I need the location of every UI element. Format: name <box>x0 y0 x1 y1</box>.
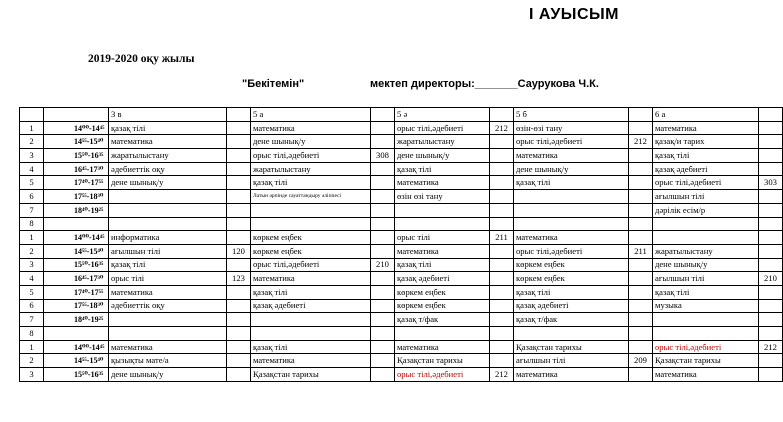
room-cell <box>629 217 653 231</box>
subject-cell: орыс тілі <box>395 231 490 245</box>
room-cell <box>371 368 395 382</box>
lesson-time: 15⁵⁰-16³⁵ <box>44 258 109 272</box>
room-cell <box>371 272 395 286</box>
lesson-time: 14⁰⁰-14⁴⁵ <box>44 121 109 135</box>
lesson-time <box>44 327 109 341</box>
subject-cell: математика <box>251 121 371 135</box>
subject-cell <box>653 327 759 341</box>
lesson-number: 5 <box>20 176 44 190</box>
subject-cell: ағылшын тілі <box>514 354 629 368</box>
room-cell <box>490 162 514 176</box>
room-cell <box>227 162 251 176</box>
room-cell <box>227 285 251 299</box>
room-cell <box>490 217 514 231</box>
room-cell <box>759 190 783 204</box>
subject-cell: информатика <box>109 231 227 245</box>
grade-header: 5 ә <box>395 108 490 122</box>
subject-cell: орыс тілі,әдебиеті <box>251 149 371 163</box>
subject-cell <box>251 217 371 231</box>
room-cell: 308 <box>371 149 395 163</box>
room-cell <box>629 149 653 163</box>
subject-cell: дене шынық/у <box>109 176 227 190</box>
lesson-time: 14⁵⁵-15⁴⁰ <box>44 354 109 368</box>
subject-cell: орыс тілі,әдебиеті <box>251 258 371 272</box>
room-cell: 123 <box>227 272 251 286</box>
room-cell <box>629 285 653 299</box>
subject-cell: математика <box>514 231 629 245</box>
subject-cell <box>395 203 490 217</box>
lesson-number: 5 <box>20 285 44 299</box>
subject-cell: музыка <box>653 299 759 313</box>
subject-cell: Қазақстан тарихы <box>514 340 629 354</box>
subject-cell: қазақ тілі <box>251 285 371 299</box>
subject-cell: әдебиеттік оқу <box>109 162 227 176</box>
subject-cell: математика <box>395 176 490 190</box>
lesson-row <box>20 327 783 341</box>
schedule-table <box>19 107 783 382</box>
room-cell: 212 <box>629 135 653 149</box>
room-cell <box>759 231 783 245</box>
room-cell <box>490 203 514 217</box>
room-cell <box>629 272 653 286</box>
subject-cell: қазақ әдебиеті <box>395 272 490 286</box>
room-cell: 120 <box>227 244 251 258</box>
subject-cell: көркем еңбек <box>251 231 371 245</box>
subject-cell: дене шынық/у <box>514 162 629 176</box>
lesson-number: 3 <box>20 258 44 272</box>
lesson-number: 1 <box>20 231 44 245</box>
lesson-number: 7 <box>20 203 44 217</box>
room-cell <box>759 299 783 313</box>
subject-cell: қазақ тілі <box>251 340 371 354</box>
room-cell <box>629 162 653 176</box>
subject-cell: өзін-өзі тану <box>514 121 629 135</box>
room-cell <box>490 190 514 204</box>
room-cell <box>629 231 653 245</box>
subject-cell <box>395 327 490 341</box>
subject-cell <box>514 203 629 217</box>
room-cell <box>759 368 783 382</box>
room-cell <box>759 217 783 231</box>
room-cell <box>227 203 251 217</box>
lesson-row <box>20 313 783 327</box>
subject-cell: Қазақстан тарихы <box>251 368 371 382</box>
lesson-time: 16⁴⁵-17³⁰ <box>44 162 109 176</box>
subject-cell: қазақ т/фак <box>395 313 490 327</box>
subject-cell: көркем еңбек <box>251 244 371 258</box>
lesson-time: 17⁵⁵-18³⁰ <box>44 190 109 204</box>
subject-cell: өзін өзі тану <box>395 190 490 204</box>
room-cell <box>759 121 783 135</box>
subject-cell: математика <box>395 340 490 354</box>
lesson-number: 1 <box>20 340 44 354</box>
room-cell <box>371 340 395 354</box>
room-cell <box>629 327 653 341</box>
subject-cell: қазақ тілі <box>395 162 490 176</box>
lesson-number: 8 <box>20 327 44 341</box>
lesson-row <box>20 176 783 190</box>
subject-cell: көркем еңбек <box>514 258 629 272</box>
subject-cell: Қазақстан тарихы <box>395 354 490 368</box>
subject-cell: математика <box>109 285 227 299</box>
subject-cell: дене шынық/у <box>395 149 490 163</box>
room-cell <box>227 176 251 190</box>
lesson-time <box>44 217 109 231</box>
lesson-row <box>20 354 783 368</box>
lesson-time: 14⁰⁰-14⁴⁵ <box>44 340 109 354</box>
grade-header: 5 б <box>514 108 629 122</box>
lesson-number: 4 <box>20 162 44 176</box>
lesson-row <box>20 299 783 313</box>
subject-cell: математика <box>653 121 759 135</box>
room-cell <box>227 149 251 163</box>
subject-cell: ағылшын тілі <box>653 272 759 286</box>
lesson-row <box>20 162 783 176</box>
subject-cell: математика <box>109 135 227 149</box>
lesson-time: 14⁵⁵-15⁴⁰ <box>44 135 109 149</box>
lesson-number: 6 <box>20 299 44 313</box>
room-cell <box>490 327 514 341</box>
subject-cell <box>109 203 227 217</box>
grade-header: 6 а <box>653 108 759 122</box>
room-cell <box>371 313 395 327</box>
subject-cell: орыс тілі,әдебиеті <box>395 121 490 135</box>
lesson-row <box>20 285 783 299</box>
subject-cell <box>109 327 227 341</box>
subject-cell <box>251 203 371 217</box>
subject-cell <box>514 190 629 204</box>
subject-cell: математика <box>251 272 371 286</box>
subject-cell: әдебиеттік оқу <box>109 299 227 313</box>
subject-cell: көркем еңбек <box>395 299 490 313</box>
lesson-row <box>20 217 783 231</box>
room-cell <box>371 162 395 176</box>
subject-cell <box>251 327 371 341</box>
subject-cell: орыс тілі,әдебиеті <box>653 340 759 354</box>
subject-cell: математика <box>251 354 371 368</box>
subject-cell: қазақ/и тарих <box>653 135 759 149</box>
room-cell <box>490 354 514 368</box>
lesson-time: 17⁴⁰-17⁵⁵ <box>44 285 109 299</box>
room-cell <box>371 231 395 245</box>
subject-cell: математика <box>514 149 629 163</box>
subject-cell: қазақ тілі <box>514 176 629 190</box>
room-cell <box>759 285 783 299</box>
subject-cell: ағылшын тілі <box>653 190 759 204</box>
room-cell <box>371 327 395 341</box>
room-cell <box>629 258 653 272</box>
room-cell: 211 <box>629 244 653 258</box>
lesson-row <box>20 231 783 245</box>
approval-label: "Бекітемін" <box>242 78 305 90</box>
subject-cell: дене шынық/у <box>251 135 371 149</box>
room-cell <box>371 190 395 204</box>
lesson-number: 2 <box>20 244 44 258</box>
room-cell <box>227 313 251 327</box>
subject-cell: жаратылыстану <box>653 244 759 258</box>
lesson-number: 2 <box>20 135 44 149</box>
subject-cell: Қазақстан тарихы <box>653 354 759 368</box>
subject-cell: математика <box>653 368 759 382</box>
room-cell <box>227 217 251 231</box>
subject-cell: қазақ тілі <box>251 176 371 190</box>
room-cell <box>371 203 395 217</box>
subject-cell: қазақ тілі <box>653 149 759 163</box>
room-cell <box>371 354 395 368</box>
room-cell: 212 <box>490 121 514 135</box>
lesson-number: 2 <box>20 354 44 368</box>
shift-title: I АУЫСЫМ <box>529 6 619 23</box>
lesson-time: 17⁵⁵-18³⁰ <box>44 299 109 313</box>
room-cell <box>490 258 514 272</box>
room-cell <box>227 135 251 149</box>
room-cell <box>371 121 395 135</box>
subject-cell <box>109 190 227 204</box>
subject-cell: жаратылыстану <box>395 135 490 149</box>
room-cell <box>227 327 251 341</box>
room-cell <box>759 203 783 217</box>
room-cell <box>227 299 251 313</box>
subject-cell: қазақ тілі <box>109 258 227 272</box>
subject-cell: қазақ тілі <box>514 285 629 299</box>
room-cell <box>759 327 783 341</box>
lesson-row <box>20 203 783 217</box>
room-cell <box>490 272 514 286</box>
room-cell <box>629 190 653 204</box>
grade-header-row <box>20 108 783 122</box>
room-cell <box>227 340 251 354</box>
subject-cell: қазақ әдебиеті <box>514 299 629 313</box>
room-cell <box>227 121 251 135</box>
subject-cell <box>251 313 371 327</box>
lesson-row <box>20 121 783 135</box>
grade-header: 5 а <box>251 108 371 122</box>
lesson-row <box>20 149 783 163</box>
subject-cell: қазақ әдебиеті <box>653 162 759 176</box>
room-cell <box>759 162 783 176</box>
lesson-time: 14⁰⁰-14⁴⁵ <box>44 231 109 245</box>
room-cell <box>227 231 251 245</box>
room-cell <box>490 244 514 258</box>
lesson-number: 8 <box>20 217 44 231</box>
room-cell <box>371 299 395 313</box>
subject-cell: математика <box>514 368 629 382</box>
lesson-time: 15⁵⁰-16³⁵ <box>44 149 109 163</box>
room-cell <box>629 313 653 327</box>
room-cell <box>371 176 395 190</box>
room-cell <box>227 190 251 204</box>
subject-cell: дәрілік есім/р <box>653 203 759 217</box>
room-cell <box>759 135 783 149</box>
room-cell <box>759 313 783 327</box>
subject-cell: жаратылыстану <box>109 149 227 163</box>
subject-cell <box>109 313 227 327</box>
grade-header: 3 в <box>109 108 227 122</box>
subject-cell <box>109 217 227 231</box>
subject-cell: дене шынық/у <box>109 368 227 382</box>
subject-cell: қазақ әдебиеті <box>251 299 371 313</box>
subject-cell: қазақ тілі <box>653 285 759 299</box>
subject-cell <box>653 217 759 231</box>
room-cell: 210 <box>759 272 783 286</box>
room-cell: 211 <box>490 231 514 245</box>
lesson-number: 3 <box>20 368 44 382</box>
subject-cell: ағылшын тілі <box>109 244 227 258</box>
lesson-time: 14⁵⁵-15⁴⁰ <box>44 244 109 258</box>
subject-cell: қызықты мате/а <box>109 354 227 368</box>
lesson-number: 1 <box>20 121 44 135</box>
lesson-number: 3 <box>20 149 44 163</box>
room-cell <box>371 285 395 299</box>
subject-cell: жаратылыстану <box>251 162 371 176</box>
room-cell <box>629 340 653 354</box>
room-cell <box>759 258 783 272</box>
subject-cell <box>653 231 759 245</box>
lesson-time: 18⁴⁰-19²⁵ <box>44 203 109 217</box>
room-cell: 212 <box>759 340 783 354</box>
lesson-row <box>20 135 783 149</box>
lesson-row <box>20 368 783 382</box>
room-cell <box>759 244 783 258</box>
subject-cell: орыс тілі,әдебиеті <box>514 135 629 149</box>
lesson-row <box>20 340 783 354</box>
room-cell <box>490 340 514 354</box>
lesson-time: 15⁵⁰-16³⁵ <box>44 368 109 382</box>
subject-cell: көркем еңбек <box>395 285 490 299</box>
room-cell <box>371 217 395 231</box>
lesson-row <box>20 258 783 272</box>
room-cell <box>227 258 251 272</box>
room-cell: 212 <box>490 368 514 382</box>
room-cell <box>371 244 395 258</box>
lesson-number: 6 <box>20 190 44 204</box>
room-cell <box>629 121 653 135</box>
subject-cell: орыс тілі,әдебиеті <box>514 244 629 258</box>
director-signature-line: мектеп директоры:_______Саурукова Ч.К. <box>370 78 599 90</box>
room-cell <box>227 354 251 368</box>
subject-cell: қазақ тілі <box>109 121 227 135</box>
room-cell <box>490 285 514 299</box>
lesson-number: 7 <box>20 313 44 327</box>
subject-cell: орыс тілі <box>109 272 227 286</box>
room-cell <box>227 368 251 382</box>
room-cell <box>629 203 653 217</box>
subject-cell: Латын әрпінде сауаттандыру әліппесі <box>251 190 371 204</box>
academic-year: 2019-2020 оқу жылы <box>88 53 195 65</box>
room-cell: 209 <box>629 354 653 368</box>
lesson-time: 16⁴⁵-17³⁰ <box>44 272 109 286</box>
lesson-number: 4 <box>20 272 44 286</box>
subject-cell <box>514 217 629 231</box>
lesson-row <box>20 190 783 204</box>
room-cell: 303 <box>759 176 783 190</box>
subject-cell: орыс тілі,әдебиеті <box>395 368 490 382</box>
room-cell <box>629 299 653 313</box>
room-cell <box>759 354 783 368</box>
room-cell <box>490 299 514 313</box>
room-cell <box>490 135 514 149</box>
room-cell <box>629 368 653 382</box>
subject-cell <box>653 313 759 327</box>
lesson-row <box>20 244 783 258</box>
lesson-time: 17⁴⁰-17⁵⁵ <box>44 176 109 190</box>
lesson-time: 18⁴⁰-19²⁵ <box>44 313 109 327</box>
subject-cell: көркем еңбек <box>514 272 629 286</box>
subject-cell: математика <box>395 244 490 258</box>
room-cell <box>371 135 395 149</box>
subject-cell: дене шынық/у <box>653 258 759 272</box>
subject-cell: математика <box>109 340 227 354</box>
room-cell: 210 <box>371 258 395 272</box>
room-cell <box>490 313 514 327</box>
room-cell <box>759 149 783 163</box>
room-cell <box>490 149 514 163</box>
room-cell <box>490 176 514 190</box>
subject-cell <box>395 217 490 231</box>
subject-cell: қазақ тілі <box>395 258 490 272</box>
subject-cell: орыс тілі,әдебиеті <box>653 176 759 190</box>
subject-cell <box>514 327 629 341</box>
lesson-row <box>20 272 783 286</box>
room-cell <box>629 176 653 190</box>
subject-cell: қазақ т/фак <box>514 313 629 327</box>
